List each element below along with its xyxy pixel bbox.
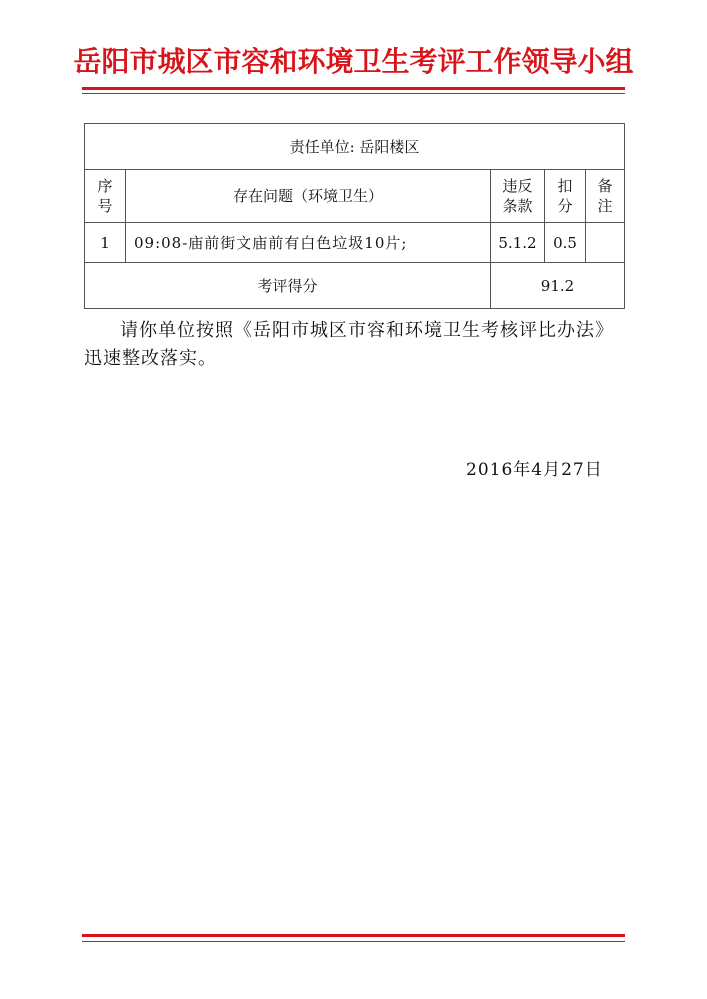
- footer-rule-thick: [82, 934, 625, 937]
- instruction-text: 请你单位按照《岳阳市城区市容和环境卫生考核评比办法》迅速整改落实。: [84, 320, 614, 369]
- row-clause: 5.1.2: [491, 223, 545, 263]
- header-issue: 存在问题（环境卫生）: [126, 170, 491, 223]
- footer-rule-thin: [82, 941, 625, 942]
- unit-row: [85, 124, 625, 170]
- table-row: [85, 223, 625, 263]
- score-row: [85, 263, 625, 309]
- unit-name: 岳阳楼区: [359, 138, 420, 156]
- header-row: [85, 170, 625, 223]
- header-deduct: 扣 分: [545, 170, 586, 223]
- row-seq: 1: [85, 223, 126, 263]
- header-seq: 序 号: [85, 170, 126, 223]
- issue-date: 2016年4月27日: [466, 460, 603, 480]
- header-note: 备 注: [586, 170, 625, 223]
- row-issue: 09:08-庙前街文庙前有白色垃圾10片;: [126, 223, 491, 263]
- unit-cell: [85, 124, 625, 170]
- header-rule-thick: [82, 87, 625, 90]
- unit-label: 责任单位:: [289, 138, 355, 156]
- row-note: [586, 223, 625, 263]
- header-clause: 违反 条款: [491, 170, 545, 223]
- score-value: 91.2: [491, 263, 625, 309]
- score-label: 考评得分: [85, 263, 491, 309]
- header-title: 岳阳市城区市容和环境卫生考评工作领导小组: [73, 45, 634, 78]
- header-rule-thin: [82, 93, 625, 94]
- evaluation-table: [84, 123, 625, 309]
- row-deduct: 0.5: [545, 223, 586, 263]
